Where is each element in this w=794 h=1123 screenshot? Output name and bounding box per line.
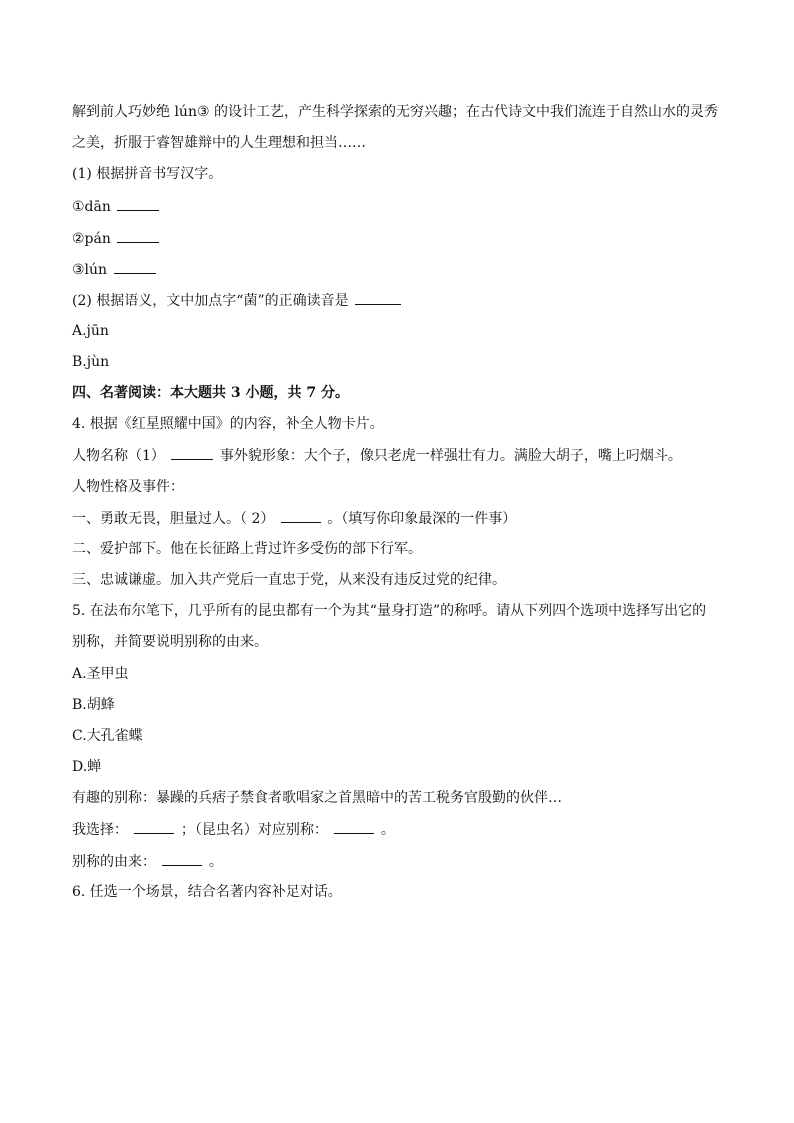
q4-trait1-suffix: 。（填写你印象最深的一件事） [327,511,517,527]
pinyin-item-3 [72,259,158,280]
q5-choose-prefix: 我选择： [72,822,128,838]
pinyin-item-2 [72,228,161,249]
answer-blank[interactable] [281,508,321,523]
pinyin-label: ③lún [72,262,108,278]
q4-name-suffix: 事外貌形象：大个子，像只老虎一样强壮有力。满脸大胡子，嘴上叼烟斗。 [219,448,682,464]
q4-traits-label: 人物性格及事件： [72,479,184,495]
q5-nicknames: 有趣的别称：暴躁的兵痞子禁食者歌唱家之首黑暗中的苦工税务官殷勤的伙伴… [72,790,562,806]
q5-reason-prefix: 别称的由来： [72,854,156,870]
q5-option-a: A.圣甲虫 [72,666,129,682]
q5-choose-line [72,819,395,840]
answer-blank[interactable] [114,259,156,274]
paragraph-line-2: 之美，折服于睿智雄辩中的人生理想和担当…… [72,135,366,151]
q4-name-prefix: 人物名称（1） [72,448,165,464]
q6-stem: 6. 任选一个场景，结合名著内容补足对话。 [72,884,342,900]
q5-reason-line [72,851,223,872]
answer-blank[interactable] [117,228,159,243]
q5-reason-end: 。 [208,854,223,870]
q5-choose-end: 。 [380,822,395,838]
q4-name-line [72,445,682,466]
option-a: A.jūn [72,323,109,339]
section-4-title: 四、名著阅读：本大题共 3 小题，共 7 分。 [72,385,349,401]
q5-choose-mid: ；（昆虫名）对应别称： [180,822,328,838]
q3-sub2 [72,290,403,311]
answer-blank[interactable] [117,196,159,211]
paragraph-line-1: 解到前人巧妙绝 lún③ 的设计工艺，产生科学探索的无穷兴趣；在古代诗文中我们流连于自然山水的灵秀 [72,104,718,120]
q5-stem-line-1: 5. 在法布尔笔下，几乎所有的昆虫都有一个为其“量身打造”的称呼。请从下列四个选项中选择写出它的 [72,603,707,619]
q4-trait1-prefix: 一、勇敢无畏，胆量过人。（ 2） [72,511,275,527]
q4-trait-1 [72,508,516,529]
q5-option-b: B.胡蜂 [72,697,115,713]
pinyin-label: ①dān [72,199,111,215]
q4-trait-2: 二、爱护部下。他在长征路上背过许多受伤的部下行军。 [72,541,422,557]
answer-blank[interactable] [162,851,202,866]
pinyin-item-1 [72,196,161,217]
q5-stem-line-2: 别称，并简要说明别称的由来。 [72,634,268,650]
answer-blank[interactable] [134,819,174,834]
answer-blank[interactable] [334,819,374,834]
q3-sub2-title: (2) 根据语义，文中加点字“菌”的正确读音是 [72,293,349,309]
pinyin-label: ②pán [72,231,111,247]
option-b: B.jùn [72,354,110,370]
q5-option-d: D.蝉 [72,759,102,775]
q3-sub1-title: (1) 根据拼音书写汉字。 [72,166,223,182]
q4-stem: 4. 根据《红星照耀中国》的内容，补全人物卡片。 [72,416,384,432]
q5-option-c: C.大孔雀蝶 [72,728,143,744]
answer-blank[interactable] [355,290,401,305]
q4-trait-3: 三、忠诚谦虚。加入共产党后一直忠于党，从来没有违反过党的纪律。 [72,572,506,588]
answer-blank[interactable] [171,445,213,460]
